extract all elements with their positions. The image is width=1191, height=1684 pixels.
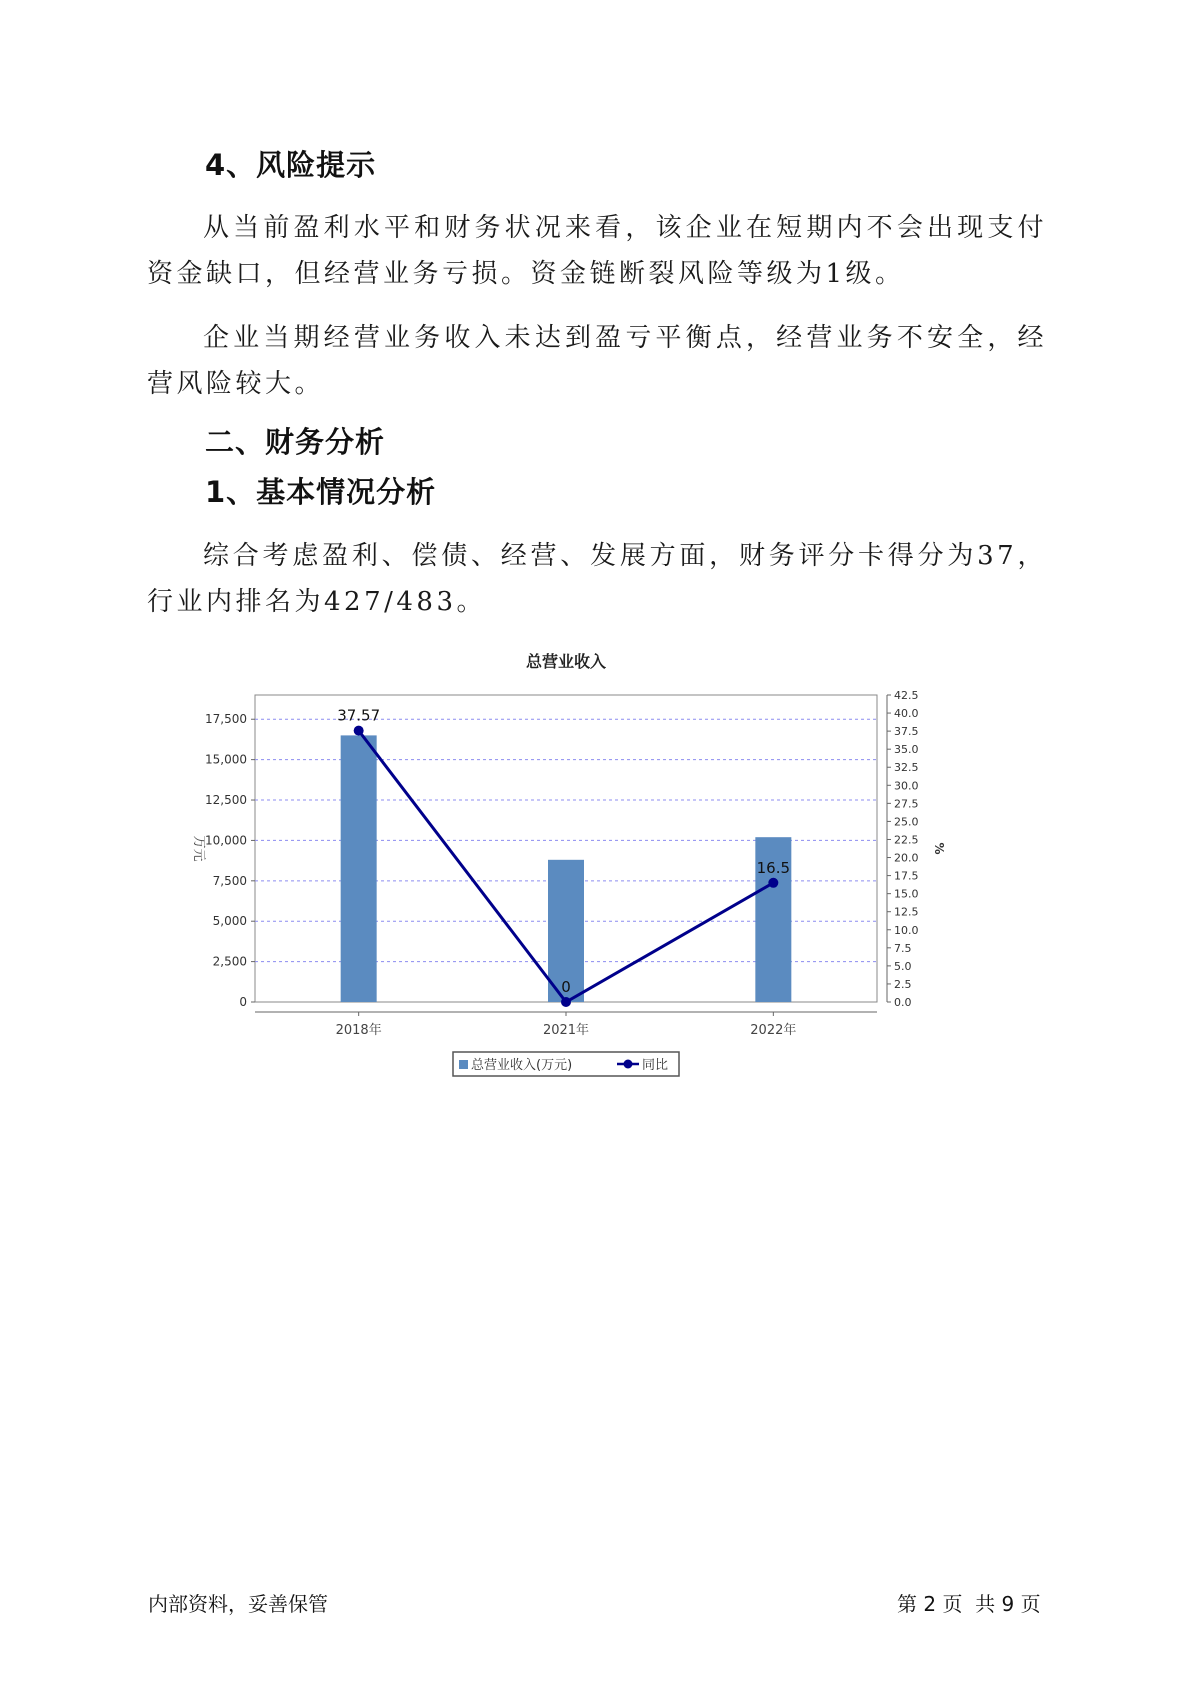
legend-bar-swatch <box>459 1060 468 1069</box>
risk-heading: 4、风险提示 <box>205 148 377 182</box>
y2-tick-label: 12.5 <box>894 905 919 919</box>
y2-tick-label: 10.0 <box>894 923 919 937</box>
y-tick-label: 12,500 <box>205 793 247 808</box>
y2-tick-label: 30.0 <box>894 779 919 793</box>
y2-tick-label: 0.0 <box>894 996 912 1009</box>
x-tick-label: 2021年 <box>542 1023 590 1038</box>
y-tick-label: 15,000 <box>205 752 247 767</box>
yoy-point <box>768 878 778 888</box>
y2-tick-label: 5.0 <box>894 959 912 973</box>
legend-line-label: 同比 <box>642 1058 669 1073</box>
score-paragraph: 综合考虑盈利、偿债、经营、发展方面，财务评分卡得分为37，行业内排名为427/483。 <box>147 541 1047 617</box>
finance-heading: 二、财务分析 <box>205 425 386 459</box>
y2-tick-label: 32.5 <box>894 761 919 775</box>
y-tick-label: 17,500 <box>205 712 247 727</box>
yoy-point <box>354 726 364 736</box>
y2-tick-label: 7.5 <box>894 941 912 955</box>
x-tick-label: 2022年 <box>750 1023 797 1038</box>
x-tick-label: 2018年 <box>335 1023 382 1038</box>
risk-paragraph-1: 从当前盈利水平和财务状况来看，该企业在短期内不会出现支付资金缺口，但经营业务亏损。资金链断裂风险等级为1级。 <box>147 213 1047 289</box>
y-tick-label: 0 <box>239 995 247 1009</box>
y2-tick-label: 15.0 <box>894 887 919 901</box>
risk-paragraph-2: 企业当期经营业务收入未达到盈亏平衡点，经营业务不安全，经营风险较大。 <box>147 323 1047 399</box>
y2-tick-label: 27.5 <box>894 797 919 811</box>
footer-confidential: 内部资料，妥善保管 <box>148 1592 328 1616</box>
y2-tick-label: 25.0 <box>894 815 919 829</box>
basic-analysis-heading: 1、基本情况分析 <box>205 475 437 509</box>
y2-tick-label: 35.0 <box>894 743 919 757</box>
y-axis-title: 万元 <box>191 835 206 862</box>
y2-tick-label: 37.5 <box>894 725 919 739</box>
y-tick-label: 5,000 <box>212 914 247 929</box>
legend-line-marker <box>624 1060 633 1069</box>
y2-tick-label: 20.0 <box>894 851 919 865</box>
y-tick-label: 2,500 <box>212 954 247 969</box>
yoy-data-label: 0 <box>561 978 571 996</box>
footer-page-number: 第 2 页 共 9 页 <box>897 1592 1041 1616</box>
y-tick-label: 10,000 <box>205 833 247 848</box>
y-tick-label: 7,500 <box>212 873 247 888</box>
chart-title: 总营业收入 <box>525 652 607 671</box>
yoy-data-label: 16.5 <box>756 858 791 877</box>
y2-tick-label: 2.5 <box>894 977 912 991</box>
yoy-point <box>561 997 571 1007</box>
y2-tick-label: 17.5 <box>894 869 919 883</box>
y2-tick-label: 42.5 <box>894 689 919 702</box>
y2-axis-title: % <box>932 842 946 855</box>
revenue-chart <box>180 640 1040 1100</box>
y2-tick-label: 22.5 <box>894 833 919 847</box>
legend-bar-label: 总营业收入(万元) <box>471 1058 573 1073</box>
revenue-bar <box>341 735 377 1002</box>
yoy-data-label: 37.57 <box>337 706 381 725</box>
y2-tick-label: 40.0 <box>894 707 919 721</box>
